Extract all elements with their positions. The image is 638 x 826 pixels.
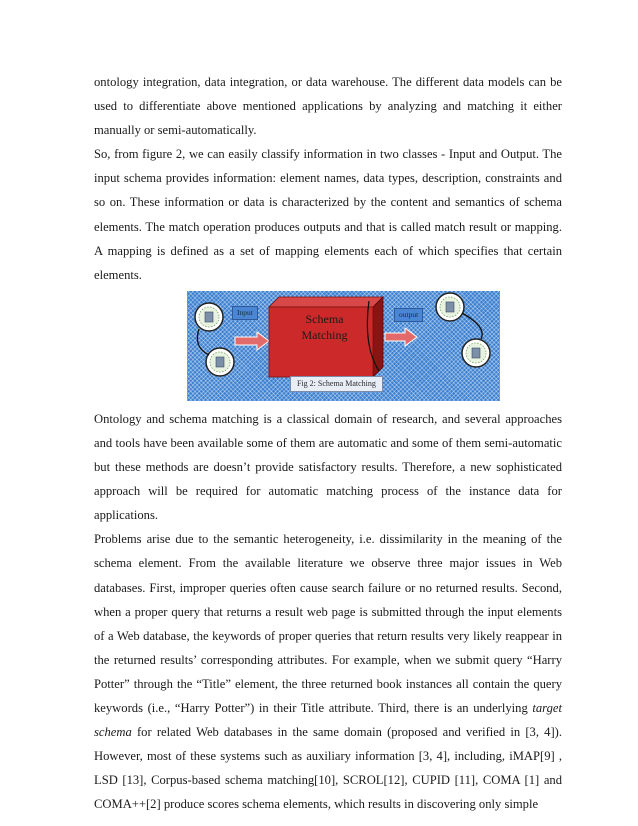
input-label: Input xyxy=(232,306,258,320)
target-schema-emphasis: target schema xyxy=(94,700,562,740)
paragraph-text-part-2: for related Web databases in the same domain (proposed and verified in [3, 4]). However, most of these systems such as auxiliary information [3, 4], including, iMAP[9] , LSD [13], Corpus-based schema matching[10], SCROL[12], CUPID [11], COMA [1] and COMA++[2] produce scores schema elements, which results in discovering only simple xyxy=(94,725,562,812)
box-side-face xyxy=(373,297,383,377)
output-schema-node-bottom xyxy=(462,339,490,367)
figure-schema-matching xyxy=(187,291,500,401)
input-connector-curve xyxy=(197,329,209,355)
box-label-line-2: Matching xyxy=(301,327,348,342)
output-schema-node-top xyxy=(436,293,464,321)
paragraph-figure-reference: So, from figure 2, we can easily classify information in two classes - Input and Output. The input schema provides information: element names, data types, description, constraints and so on. These information or data is characterized by the content and semantics of schema elements. The match operation produces outputs and that is called match result or mapping. A mapping is defined as a set of mapping elements each of which specifies that certain elements. xyxy=(94,147,562,282)
paragraph-text-part-1: Problems arise due to the semantic heterogeneity, i.e. dissimilarity in the meaning of the schema element. From the available literature we observe three major issues in Web databases. First, improper queries often cause search failure or no returned results. Second, when a proper query that returns a result web page is submitted through the input elements of a Web database, the keywords of proper queries that return results very likely reappear in the returned results’ corresponding attributes. For example, when we submit query “Harry Potter” through the “Title” element, the three returned book instances all contain the query keywords (i.e., “Harry Potter”) in their Title attribute. Third, there is an underlying xyxy=(94,532,562,715)
box-top-face xyxy=(269,297,383,307)
input-schema-node-top xyxy=(195,303,223,331)
input-schema-node-bottom xyxy=(206,348,234,376)
schema-matching-label xyxy=(277,311,372,343)
figure-caption: Fig 2: Schema Matching xyxy=(290,376,383,392)
input-arrow xyxy=(235,332,269,350)
paragraph-ontology-matching: Ontology and schema matching is a classical domain of research, and several approaches and tools have been available some of them are automatic and some of them semi-automatic but these methods are doesn’t provide satisfactory results. Therefore, a new sophisticated approach will be required for automatic matching process of the instance data for applications. xyxy=(94,411,562,523)
document-page xyxy=(94,70,562,816)
output-connector-curve xyxy=(462,313,482,339)
output-arrow xyxy=(385,328,417,346)
output-label: output xyxy=(394,308,423,322)
paragraph-semantic-heterogeneity xyxy=(94,527,562,816)
box-label-line-1: Schema xyxy=(305,311,344,326)
paragraph-intro: ontology integration, data integration, or data warehouse. The different data models can be used to differentiate above mentioned applications by analyzing and matching it either manually or semi-automatically. xyxy=(94,75,562,138)
